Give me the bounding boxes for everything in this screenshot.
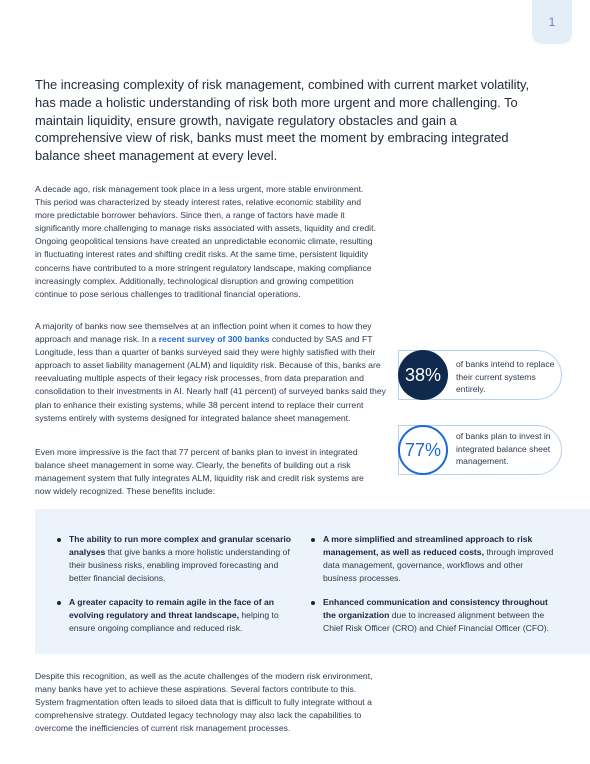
benefit-text: that give banks a more holistic understanding of their business risks, enabling improved forecasting and better financial decisions. [69,547,290,583]
benefit-item [69,533,301,585]
benefit-item [323,596,558,635]
benefit-item [69,596,301,635]
benefit-heading: A greater capacity to remain agile in the face of an evolving regulatory and threat landscape, [69,597,275,620]
survey-link[interactable]: recent survey of 300 banks [158,334,270,345]
body-paragraph-2 [35,320,387,425]
benefit-item [323,533,558,585]
paragraph-2-text-after: conducted by SAS and FT Longitude, less than a quarter of banks surveyed said they were highly satisfied with their approach to asset liability management (ALM) and liquidity risk. Because of this, banks are reevaluating multiple aspects of their legacy risk processes, from data preparation and consolidation to their investments in AI. Nearly half (41 percent) of surveyed banks said they plan to enhance their existing systems, while 38 percent intend to replace their current systems entirely with systems designed for integrated balance sheet management. [35,334,386,423]
stat-description: of banks intend to replace their current systems entirely. [456,359,555,395]
page-number-tab [532,0,572,44]
bullet-icon [311,538,315,542]
benefit-heading: A more simplified and streamlined approach to risk management, as well as reduced costs, [323,534,533,557]
benefits-panel [35,509,590,654]
stat-callout-invest [398,425,562,475]
stat-description: of banks plan to invest in integrated balance sheet management. [456,431,551,467]
body-paragraph-3: Even more impressive is the fact that 77 percent of banks plan to invest in integrated balance sheet management in some way. Clearly, the benefits of building out a risk management system that fully integrates ALM, liquidity risk and credit risk systems are now widely recognized. These benefits include: [35,447,364,497]
stat-value-circle [398,350,448,400]
stat-value: 77% [404,439,442,460]
benefit-heading: Enhanced communication and consistency throughout the organization [323,597,548,620]
closing-paragraph: Despite this recognition, as well as the acute challenges of the modern risk environment, many banks have yet to achieve these aspirations. Several factors contribute to this. System fragmentation often leads to siloed data that is difficult to fully integrate without a comprehensive strategy. Outdated legacy technology may also lack the capabilities to overcome the inefficiencies of current risk management processes. [35,671,373,734]
paragraph-2-text-before: A majority of banks now see themselves at an inflection point when it comes to how they approach and manage risk. In a [35,321,372,345]
benefit-text: through improved data management, governance, workflows and other business processes. [323,547,554,583]
body-paragraph-1: A decade ago, risk management took place in a less urgent, more stable environment. This period was characterized by steady interest rates, relative economic stability and more predictable borrower behaviors. Since then, a range of factors have made it significantly more challenging to manage risks associated with assets, liquidity and credit. Ongoing geopolitical tensions have created an unpredictable economic climate, resulting in fluctuating interest rates and shifting credit risks. At the same time, persistent liquidity concerns have contributed to a more stringent regulatory landscape, making compliance increasingly complex. Additionally, technological disruption and growing competition continue to pose serious challenges to traditional financial operations. [35,184,376,299]
stat-callout-replace [398,350,562,400]
bullet-icon [57,601,61,605]
page-number: 1 [548,15,556,29]
stat-value-circle [398,425,448,475]
stat-value: 38% [404,364,442,385]
benefit-text: due to increased alignment between the Chief Risk Officer (CRO) and Chief Financial Officer (CFO). [323,610,550,633]
benefit-heading: The ability to run more complex and granular scenario analyses [69,534,292,557]
bullet-icon [311,601,315,605]
lead-paragraph: The increasing complexity of risk management, combined with current market volatility, has made a holistic understanding of risk both more urgent and more challenging. To maintain liquidity, ensure growth, navigate regulatory obstacles and gain a comprehensive view of risk, banks must meet the moment by embracing integrated balance sheet management at every level. [35,77,530,164]
bullet-icon [57,538,61,542]
benefit-text: helping to ensure ongoing compliance and reduced risk. [69,610,279,633]
